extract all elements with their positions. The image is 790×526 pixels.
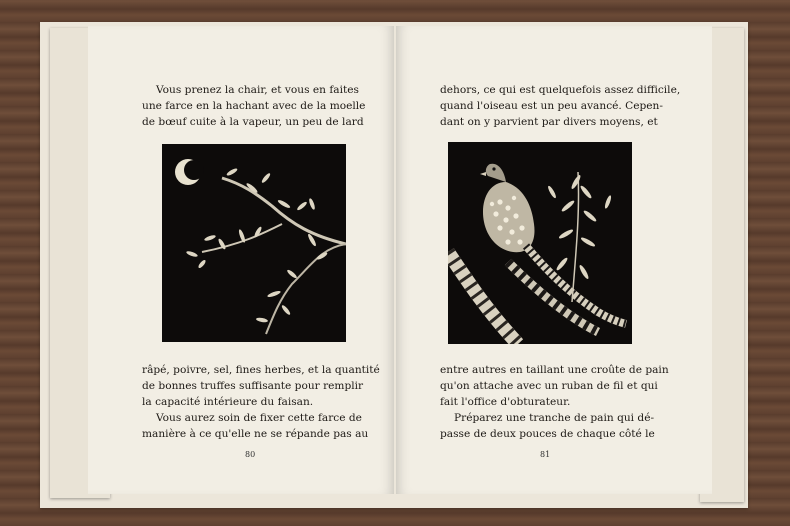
text-line: passe de deux pouces de chaque côté le (440, 428, 655, 440)
text-line: de bonnes truffes suffisante pour remplir (142, 380, 364, 392)
right-bottom-text (440, 362, 669, 442)
page-number-left: 80 (245, 450, 256, 459)
pheasant-on-branch-icon (448, 142, 632, 344)
text-line: dant on y parvient par divers moyens, et (440, 116, 658, 128)
right-top-text (440, 82, 681, 130)
left-bottom-text (142, 362, 380, 442)
left-top-text (142, 82, 366, 130)
left-page (88, 26, 394, 494)
text-line: qu'on attache avec un ruban de fil et qui (440, 380, 658, 392)
right-page (396, 26, 712, 494)
moon-branch-illustration (162, 144, 346, 342)
page-number-right: 81 (540, 450, 551, 459)
text-line: quand l'oiseau est un peu avancé. Cepen- (440, 100, 663, 112)
moon-and-branch-icon (162, 144, 346, 342)
text-line: manière à ce qu'elle ne se répande pas au (142, 428, 369, 440)
text-line: Vous aurez soin de fixer cette farce de (156, 412, 362, 424)
pheasant-illustration (448, 142, 632, 344)
text-line: une farce en la hachant avec de la moelle (142, 100, 366, 112)
text-line: entre autres en taillant une croûte de pain (440, 364, 669, 376)
text-line: de bœuf cuite à la vapeur, un peu de lard (142, 116, 364, 128)
text-line: dehors, ce qui est quelquefois assez difficile, (440, 84, 681, 96)
text-line: Vous prenez la chair, et vous en faites (156, 84, 359, 96)
text-line: râpé, poivre, sel, fines herbes, et la quantité (142, 364, 380, 376)
text-line: la capacité intérieure du faisan. (142, 396, 314, 408)
text-line: fait l'office d'obturateur. (440, 396, 571, 408)
text-line: Préparez une tranche de pain qui dé- (454, 412, 655, 424)
